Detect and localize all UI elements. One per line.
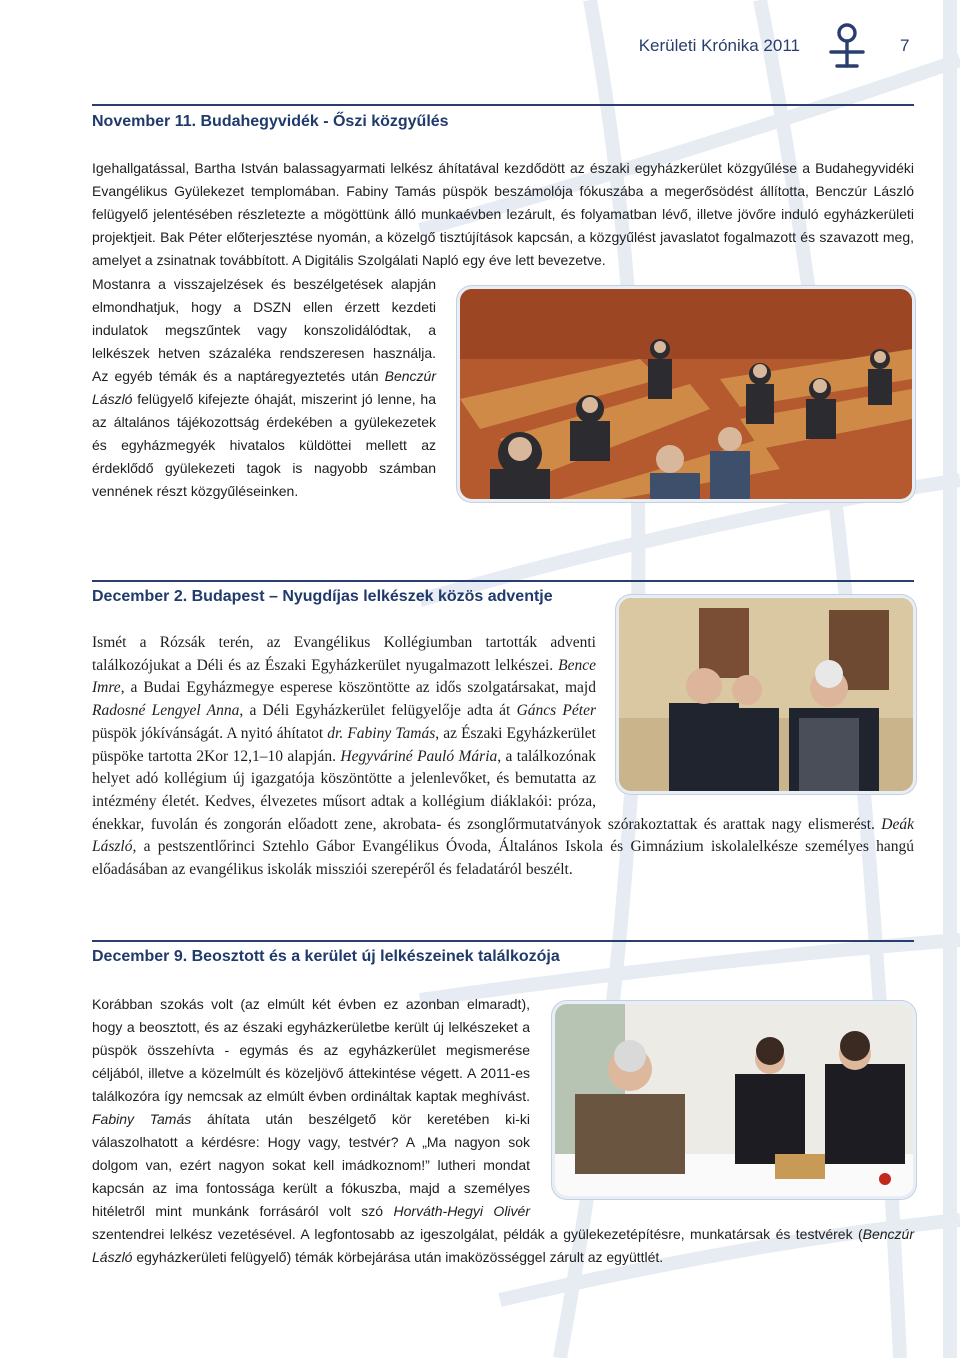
- section-2-column-paragraph: Ismét a Rózsák terén, az Evangélikus Kollégiumban tartották adventi találkozójukat a Déli és az Északi Egyházkerület nyugalmazott lelkészei. Bence Imre, a Budai Egyházmegye esperese köszöntötte az idős szolgatársakat, majd Radosné Lengyel Anna, a Déli Egyházkerület felügyelője adta át Gáncs Péter püspök jókívánságát. A nyitó áhítatot dr. Fabiny Tamás, az Északi Egyházkerület püspöke tartotta 2Kor 12,1–10 alapján. Hegyváriné Pauló Mária, a találkozónak helyet adó kollégium új igazgatója köszöntötte a jelenlevőket, és bemutatta az intézmény életét. Kedves, élvezetes műsort adtak a kollégium diáklakói: próza, énekkar, fuvolán és zongorán előadott zene, akrobata- és zsonglőrmutatványok szórakoztattak és arattak nagy elismerést. Deák László, a pestszentlőrinci Sztehlo Gábor Evangélikus Óvoda, Általános Iskola és Gimnázium iskolalelkésze személyes hangú előadásában az evangélikus iskolák missziói szerepéről és feladatáról beszélt.: [92, 634, 914, 879]
- section-divider: [92, 580, 914, 582]
- section-date: December 2.: [92, 588, 188, 605]
- section-divider: [92, 104, 914, 106]
- section-title: [92, 948, 560, 966]
- section-title: [92, 588, 553, 606]
- publication-title: Kerületi Krónika 2011: [638, 36, 800, 55]
- section-3-paragraph: Korábban szokás volt (az elmúlt két évben ez azonban elmaradt), hogy a beosztott, és az északi egyházkerületbe került új lelkészeket a püspök összehívta - egymás és az egyházkerület megismerése céljából, illetve a közelmúlt és közeljövő áttekintése végett. A 2011-es találkozóra így nemcsak az elmúlt évben ordináltak kaptak meghívást. Fabiny Tamás áhítata után beszélgető kör keretében ki-ki válaszolhatott a kérdésre: Hogy vagy, testvér? A „Ma nagyon sok dolgom van, ezért nagyon sokat kell imádkoznom!” lutheri mondat kapcsán az ima fontossága került a fókuszba, majd a személyes hitéletről mint munkánk forrásáról volt szó Horváth-Hegyi Olivér szentendrei lelkész vezetésével. A legfontosabb az igeszolgálat, példák a gyülekezetépítésre, munkatársak és testvérek (Benczúr László egyházkerületi felügyelő) témák körbejárása után imaközösséggel zárult az együttlét.: [92, 996, 914, 1265]
- section-heading: Budapest – Nyugdíjas lelkészek közös adventje: [191, 588, 553, 605]
- assembly-church-photo: [460, 289, 912, 499]
- section-1-column-paragraph: Mostanra a visszajelzések és beszélgetések alapján elmondhatjuk, hogy a DSZN ellen érzett kezdeti indulatok megszűntek vagy konszolidálódtak, a lelkészek hetven százaléka rendszeresen használja. Az egyéb témák és a naptáregyeztetés után Benczúr László felügyelő kifejezte óhaját, miszerint jó lenne, ha az általános tájékozottság érdekében a gyülekezetek és egyházmegyék hivatalos küldöttei mellett az érdeklődő gyülekezeti tagok is nagyobb számban vennének részt közgyűléseinken.: [92, 276, 436, 499]
- section-title: November 11. Budahegyvidék - Őszi közgyűlés: [92, 113, 449, 130]
- section-date: December 9.: [92, 948, 188, 965]
- page-number: 7: [900, 36, 910, 55]
- section-1-intro-paragraph: Igehallgatással, Bartha István balassagyarmati lelkész áhítatával kezdődött az északi egyházkerület közgyűlése a Budahegyvidéki Evangélikus Gyülekezet templomában. Fabiny Tamás püspök beszámolója fókuszába a megerősödést állította, Benczúr László felügyelő jelentésében részletezte a mögöttünk álló munkaévben lezárult, és folyamatban lévő, illetve jövőre induló egyházkerületi projektjeit. Bak Péter előterjesztése nyomán, a közelgő tisztújítások kapcsán, a közgyűlést javaslatot fogalmazott és szavazott meg, amelyet a zsinatnak továbbított. A Digitális Szolgálati Napló egy éve lett bevezetve.: [92, 160, 914, 268]
- page-header: [0, 30, 960, 80]
- luther-rose-cross-icon: [825, 22, 869, 68]
- section-divider: [92, 940, 914, 942]
- section-heading: Beosztott és a kerület új lelkészeinek találkozója: [191, 948, 560, 965]
